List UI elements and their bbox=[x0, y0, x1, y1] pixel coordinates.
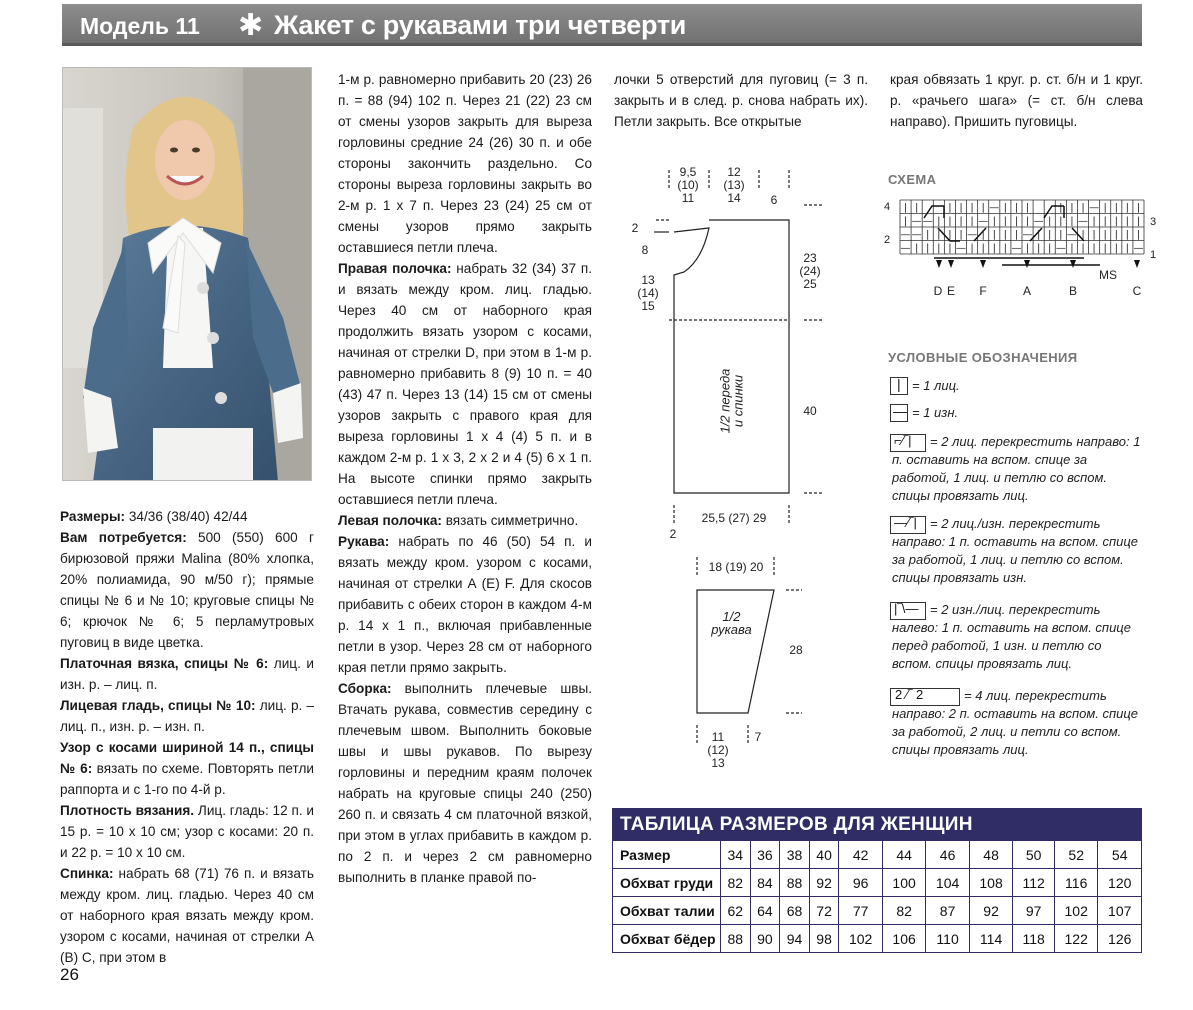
table-cell: 88 bbox=[721, 925, 751, 953]
svg-text:—: — bbox=[989, 202, 1000, 214]
assembly-continued: лочки 5 отверстий для пуговиц (= 3 п. закрыть и в след. р. снова набрать их). Петли закрыть. Все открытые bbox=[614, 72, 868, 129]
svg-text:|: | bbox=[1136, 216, 1141, 227]
page-number: 26 bbox=[60, 965, 79, 984]
arrow-f: F bbox=[979, 284, 987, 298]
table-cell: 114 bbox=[969, 925, 1012, 953]
table-cell: 126 bbox=[1098, 925, 1142, 953]
star-icon: ✱ bbox=[238, 9, 264, 42]
size-table-title: ТАБЛИЦА РАЗМЕРОВ ДЛЯ ЖЕНЩИН bbox=[612, 808, 1142, 840]
table-cell: 72 bbox=[809, 897, 839, 925]
table-cell: 50 bbox=[1013, 841, 1055, 869]
svg-text:|: | bbox=[1103, 243, 1107, 254]
assembly-label: Сборка: bbox=[338, 681, 392, 696]
purl-symbol-glyph: — bbox=[893, 403, 907, 419]
svg-text:—: — bbox=[911, 229, 922, 241]
svg-text:|: | bbox=[937, 229, 941, 241]
right-front-value: набрать 32 (34) 37 п. и вязать между кром. лиц. гладью. Через 40 см от наборного края продолжить вязать узором с косами, начиная от стрелки D, при этом в 1-м р. равномерно прибавить 8 (9) 10 п. = 40 (43) 47 п. Через 13 (14) 15 см от смены узоров закрыть с правого края для выреза горловины 1 х 4 (4) 5 п. и в каждом 2-м р. 1 х 3, 2 х 2 и 4 (5) 6 х 1 п. На высоте спинки прямо закрыть оставшиеся петли плеча. bbox=[338, 261, 592, 507]
svg-text:|: | bbox=[959, 229, 963, 241]
svg-text:|: | bbox=[1103, 202, 1107, 214]
svg-text:|: | bbox=[948, 202, 952, 214]
needed-value: 500 (550) 600 г бирюзовой пряжи Malina (80% хлопка, 20% полиамида, 90 м/50 г); прямые спицы № 6 и № 10; круговые спицы № 6; крючок № 6; 5 перламутровых пуговиц в виде цветка. bbox=[60, 530, 314, 650]
svg-text:—: — bbox=[911, 216, 922, 227]
svg-text:|: | bbox=[1081, 202, 1085, 214]
stitch-chart bbox=[884, 196, 1164, 306]
svg-text:—: — bbox=[900, 243, 911, 254]
dim-left-2: 2 bbox=[631, 221, 639, 235]
legend-knit: = 1 лиц. bbox=[912, 378, 960, 393]
table-cell: 82 bbox=[721, 869, 751, 897]
svg-text:|: | bbox=[1048, 243, 1052, 254]
table-row bbox=[613, 841, 1142, 869]
body-piece-label: 1/2 переда и спинки bbox=[717, 368, 746, 434]
svg-text:|: | bbox=[1114, 216, 1118, 227]
table-cell: 44 bbox=[882, 841, 925, 869]
svg-text:|: | bbox=[1014, 229, 1019, 241]
sleeve-piece-label: 1/2 рукава bbox=[711, 609, 752, 637]
chart-ms-label: MS bbox=[1099, 268, 1117, 282]
svg-text:|: | bbox=[1114, 229, 1118, 241]
svg-text:|: | bbox=[914, 243, 919, 254]
svg-text:|: | bbox=[970, 216, 974, 227]
arrow-d: D bbox=[933, 284, 943, 298]
table-cell: 98 bbox=[809, 925, 839, 953]
gauge-label: Плотность вязания. bbox=[60, 803, 195, 818]
svg-text:—: — bbox=[1022, 229, 1033, 241]
svg-text:|: | bbox=[914, 202, 919, 214]
table-cell: 102 bbox=[1054, 897, 1097, 925]
assembly-value: выполнить плечевые швы. Втачать рукава, совместив середину с плечевым швом. Выполнить боковые швы и швы рукавов. По вырезу горловины и передним краям полочек набрать на круговые спицы 240 (250) 260 п. и связать 4 см платочной вязкой, при этом в углах прибавить в каждом р. по 2 п. и через 2 см равномерно выполнить в планке правой по- bbox=[338, 681, 592, 885]
table-cell: 54 bbox=[1098, 841, 1142, 869]
svg-text:|: | bbox=[937, 216, 941, 227]
title-bar bbox=[62, 4, 1142, 46]
svg-text:|: | bbox=[1036, 243, 1041, 254]
knit-symbol-icon bbox=[890, 377, 908, 395]
chart-row-4: 4 bbox=[883, 201, 891, 213]
sleeve-dim-top: 18 (19) 20 bbox=[708, 560, 764, 574]
table-row bbox=[613, 897, 1142, 925]
table-cell: 100 bbox=[882, 869, 925, 897]
row-label: Обхват бёдер bbox=[613, 925, 721, 953]
svg-text:|: | bbox=[992, 229, 996, 241]
svg-text:|: | bbox=[1136, 229, 1141, 241]
svg-text:|: | bbox=[1003, 243, 1008, 254]
svg-text:—: — bbox=[1078, 216, 1088, 227]
sizes-label: Размеры: bbox=[60, 509, 126, 524]
svg-text:|: | bbox=[903, 216, 908, 227]
svg-text:|: | bbox=[1048, 229, 1052, 241]
svg-text:|: | bbox=[970, 202, 974, 214]
model-photo bbox=[62, 67, 312, 481]
table-cell: 92 bbox=[809, 869, 839, 897]
svg-text:|: | bbox=[1025, 202, 1030, 214]
cable-value: вязать по схеме. Повторять петли раппорта и с 1-го по 4-й р. bbox=[60, 761, 314, 797]
text-column-1 bbox=[60, 506, 314, 968]
table-cell: 120 bbox=[1098, 869, 1142, 897]
svg-text:|: | bbox=[1003, 229, 1008, 241]
text-column-2 bbox=[338, 69, 592, 888]
svg-text:|: | bbox=[1125, 216, 1130, 227]
table-cell: 34 bbox=[721, 841, 751, 869]
svg-text:—: — bbox=[1133, 243, 1144, 254]
svg-text:|: | bbox=[1114, 243, 1118, 254]
svg-text:|: | bbox=[1025, 243, 1030, 254]
table-cell: 40 bbox=[809, 841, 839, 869]
svg-text:|: | bbox=[1092, 229, 1096, 241]
dim-bottom-2: 2 bbox=[669, 527, 677, 541]
table-cell: 36 bbox=[750, 841, 780, 869]
table-cell: 84 bbox=[750, 869, 780, 897]
dim-left-8: 8 bbox=[641, 243, 649, 257]
finishing-text: края обвязать 1 круг. р. ст. б/н и 1 круг. р. «рачьего шага» (= ст. б/н слева направо). Пришить пуговицы. bbox=[890, 72, 1143, 129]
svg-text:|: | bbox=[1103, 216, 1107, 227]
table-cell: 110 bbox=[926, 925, 969, 953]
svg-text:|: | bbox=[1081, 243, 1085, 254]
stockinette-value: лиц. р. – лиц. п., изн. р. – изн. п. bbox=[60, 698, 314, 734]
svg-text:|: | bbox=[992, 243, 996, 254]
sleeve-dim-right: 28 bbox=[789, 643, 803, 657]
svg-text:|: | bbox=[1036, 229, 1041, 241]
table-cell: 62 bbox=[721, 897, 751, 925]
svg-text:|: | bbox=[1125, 243, 1130, 254]
svg-text:|: | bbox=[926, 229, 930, 241]
arrow-b: B bbox=[1068, 284, 1077, 298]
svg-text:|: | bbox=[1081, 229, 1085, 241]
left-front-value: вязать симметрично. bbox=[441, 513, 579, 528]
svg-text:|: | bbox=[948, 216, 952, 227]
back-value: набрать 68 (71) 76 п. и вязать между кром. лиц. гладью. Через 40 см от наборного края вязать между кром. узором с косами, начиная от стрелки А (В) С, при этом в bbox=[60, 866, 314, 965]
back-label: Спинка: bbox=[60, 866, 114, 881]
table-cell: 52 bbox=[1054, 841, 1097, 869]
svg-text:|: | bbox=[1125, 229, 1130, 241]
table-cell: 118 bbox=[1013, 925, 1055, 953]
svg-text:|: | bbox=[1125, 202, 1130, 214]
body-schematic bbox=[614, 160, 844, 550]
svg-text:—: — bbox=[1011, 243, 1022, 254]
chart-row-3: 3 bbox=[1149, 216, 1157, 228]
svg-text:|: | bbox=[1059, 229, 1063, 241]
svg-text:|: | bbox=[1014, 202, 1019, 214]
garter-value: лиц. и изн. р. – лиц. п. bbox=[60, 656, 314, 692]
svg-text:—: — bbox=[1055, 243, 1066, 254]
legend-purl: = 1 изн. bbox=[912, 405, 959, 420]
back-continued: 1-м р. равномерно прибавить 20 (23) 26 п. = 88 (94) 102 п. Через 21 (22) 23 см от смены узоров закрыть для выреза горловины средние 24 (26) 30 п. и обе стороны закончить раздельно. Со стороны выреза горловины закрыть во 2-м р. 1 х 7 п. Через 23 (24) 25 см от смены узоров прямо закрыть оставшиеся петли плеча. bbox=[338, 72, 592, 255]
svg-text:|: | bbox=[1114, 202, 1118, 214]
left-front-label: Левая полочка: bbox=[338, 513, 442, 528]
chart-row-1: 1 bbox=[1149, 249, 1157, 261]
svg-text:|: | bbox=[948, 229, 952, 241]
svg-text:|: | bbox=[1048, 216, 1052, 227]
row-label: Обхват талии bbox=[613, 897, 721, 925]
table-cell: 46 bbox=[926, 841, 969, 869]
svg-text:|: | bbox=[1059, 202, 1063, 214]
row-label: Размер bbox=[613, 841, 721, 869]
svg-text:|: | bbox=[1136, 202, 1141, 214]
svg-text:|: | bbox=[981, 229, 985, 241]
chart-title: СХЕМА bbox=[888, 172, 937, 187]
page-title: Жакет с рукавами три четверти bbox=[274, 10, 687, 40]
table-cell: 97 bbox=[1013, 897, 1055, 925]
sleeve-schematic bbox=[690, 555, 820, 775]
svg-text:|: | bbox=[1003, 202, 1008, 214]
text-column-3 bbox=[614, 69, 868, 132]
svg-text:|: | bbox=[1070, 216, 1074, 227]
dim-top-left: 9,5 (10) 11 bbox=[677, 165, 699, 205]
svg-text:|: | bbox=[926, 243, 930, 254]
dim-top-right: 6 bbox=[770, 193, 778, 207]
sizes-value: 34/36 (38/40) 42/44 bbox=[125, 509, 248, 524]
svg-text:—: — bbox=[1089, 202, 1100, 214]
table-cell: 122 bbox=[1054, 925, 1097, 953]
svg-text:|: | bbox=[1103, 229, 1107, 241]
svg-text:|: | bbox=[903, 202, 908, 214]
table-cell: 106 bbox=[882, 925, 925, 953]
svg-text:|: | bbox=[981, 202, 985, 214]
table-cell: 102 bbox=[839, 925, 882, 953]
cross-right-knit-purl-glyph: —⁄‾| bbox=[894, 515, 917, 530]
legend-cross-right-knit: = 2 лиц. перекрестить направо: 1 п. оставить на вспом. спице за работой, 1 лиц. и петлю со вспом. спицы провязать лиц. bbox=[892, 434, 1141, 503]
svg-text:|: | bbox=[970, 243, 974, 254]
svg-text:|: | bbox=[1092, 216, 1096, 227]
chart-row-2: 2 bbox=[883, 234, 891, 246]
svg-text:|: | bbox=[1003, 216, 1008, 227]
table-cell: 94 bbox=[780, 925, 810, 953]
legend-cross-right-knit-purl: = 2 лиц./изн. перекрестить направо: 1 п. оставить на вспом. спице за работой, 1 лиц. и петлю со вспом. спицы провязать изн. bbox=[892, 516, 1139, 585]
legend-title: УСЛОВНЫЕ ОБОЗНАЧЕНИЯ bbox=[888, 350, 1078, 365]
size-table bbox=[612, 840, 1142, 953]
dim-left-13: 13 (14) 15 bbox=[637, 273, 659, 313]
cross-right-4-glyph: 2 ⁄‾ 2 bbox=[895, 687, 924, 702]
dim-right-40: 40 bbox=[803, 404, 817, 418]
size-table-section bbox=[612, 808, 1142, 953]
text-column-4 bbox=[890, 69, 1143, 132]
table-row bbox=[613, 869, 1142, 897]
table-cell: 77 bbox=[839, 897, 882, 925]
table-cell: 48 bbox=[969, 841, 1012, 869]
table-cell: 68 bbox=[780, 897, 810, 925]
purl-symbol-icon bbox=[890, 404, 908, 422]
knit-symbol-glyph: | bbox=[897, 376, 901, 392]
svg-text:|: | bbox=[1092, 243, 1096, 254]
table-cell: 42 bbox=[839, 841, 882, 869]
svg-text:—: — bbox=[900, 229, 911, 241]
svg-text:—: — bbox=[956, 243, 966, 254]
svg-text:|: | bbox=[992, 216, 996, 227]
svg-text:—: — bbox=[1033, 216, 1044, 227]
dim-top-mid: 12 (13) 14 bbox=[723, 165, 745, 205]
woman-jacket-illustration bbox=[63, 68, 312, 481]
garter-label: Платочная вязка, спицы № 6: bbox=[60, 656, 269, 671]
legend-cross-left-purl-knit: = 2 изн./лиц. перекрестить налево: 1 п. оставить на вспом. спице перед работой, 1 изн. и петлю со вспом. спицы провязать лиц. bbox=[892, 602, 1131, 671]
sleeve-value: набрать по 46 (50) 54 п. и вязать между кром. узором с косами, начиная от стрелки А (Е) F. Для скосов прибавить с обеих сторон в каждом 4-м р. 14 х 1 п., включая прибавленные петли в узор. Через 28 см от наборного края петли прямо закрыть. bbox=[338, 534, 592, 675]
legend-cross-right-4: = 4 лиц. перекрестить направо: 2 п. оставить на вспом. спице за работой, 2 лиц. и петли со вспом. спицы провязать лиц. bbox=[892, 688, 1139, 757]
svg-text:|: | bbox=[1014, 216, 1019, 227]
svg-text:|: | bbox=[1070, 243, 1074, 254]
svg-text:—: — bbox=[1066, 229, 1077, 241]
table-cell: 116 bbox=[1054, 869, 1097, 897]
table-cell: 87 bbox=[926, 897, 969, 925]
svg-text:|: | bbox=[948, 243, 952, 254]
gauge-value: Лиц. гладь: 12 п. и 15 р. = 10 х 10 см; узор с косами: 20 п. и 22 р. = 10 х 10 см. bbox=[60, 803, 314, 860]
model-number: Модель 11 bbox=[80, 13, 200, 39]
sleeve-dim-bottom-right: 7 bbox=[754, 730, 762, 744]
cable-label: Узор с косами шириной 14 п., спицы № 6: bbox=[60, 740, 314, 776]
table-cell: 104 bbox=[926, 869, 969, 897]
dim-bottom: 25,5 (27) 29 bbox=[701, 511, 767, 525]
arrow-c: C bbox=[1132, 284, 1142, 298]
arrow-e: E bbox=[946, 284, 955, 298]
stockinette-label: Лицевая гладь, спицы № 10: bbox=[60, 698, 256, 713]
table-cell: 108 bbox=[969, 869, 1012, 897]
table-row bbox=[613, 925, 1142, 953]
table-cell: 64 bbox=[750, 897, 780, 925]
svg-text:—: — bbox=[922, 216, 933, 227]
row-label: Обхват груди bbox=[613, 869, 721, 897]
svg-text:|: | bbox=[959, 216, 963, 227]
table-cell: 112 bbox=[1013, 869, 1055, 897]
svg-text:|: | bbox=[937, 243, 941, 254]
arrow-a: A bbox=[1022, 284, 1031, 298]
svg-text:|: | bbox=[1059, 216, 1063, 227]
table-cell: 107 bbox=[1098, 897, 1142, 925]
svg-text:|: | bbox=[1070, 202, 1074, 214]
cross-left-purl-knit-glyph: |‾\— bbox=[894, 601, 919, 616]
right-front-label: Правая полочка: bbox=[338, 261, 452, 276]
svg-text:|: | bbox=[981, 243, 985, 254]
table-cell: 96 bbox=[839, 869, 882, 897]
svg-text:|: | bbox=[959, 202, 963, 214]
sleeve-dim-bottom: 11 (12) 13 bbox=[707, 730, 729, 770]
needed-label: Вам потребуется: bbox=[60, 530, 187, 545]
cross-right-knit-glyph: ⌐⁄‾| bbox=[894, 433, 912, 448]
table-cell: 82 bbox=[882, 897, 925, 925]
dim-right-23: 23 (24) 25 bbox=[799, 251, 821, 291]
svg-text:—: — bbox=[967, 229, 978, 241]
table-cell: 38 bbox=[780, 841, 810, 869]
sleeve-label: Рукава: bbox=[338, 534, 390, 549]
table-cell: 90 bbox=[750, 925, 780, 953]
table-cell: 92 bbox=[969, 897, 1012, 925]
table-cell: 88 bbox=[780, 869, 810, 897]
svg-text:—: — bbox=[978, 216, 989, 227]
svg-text:|: | bbox=[1025, 216, 1030, 227]
